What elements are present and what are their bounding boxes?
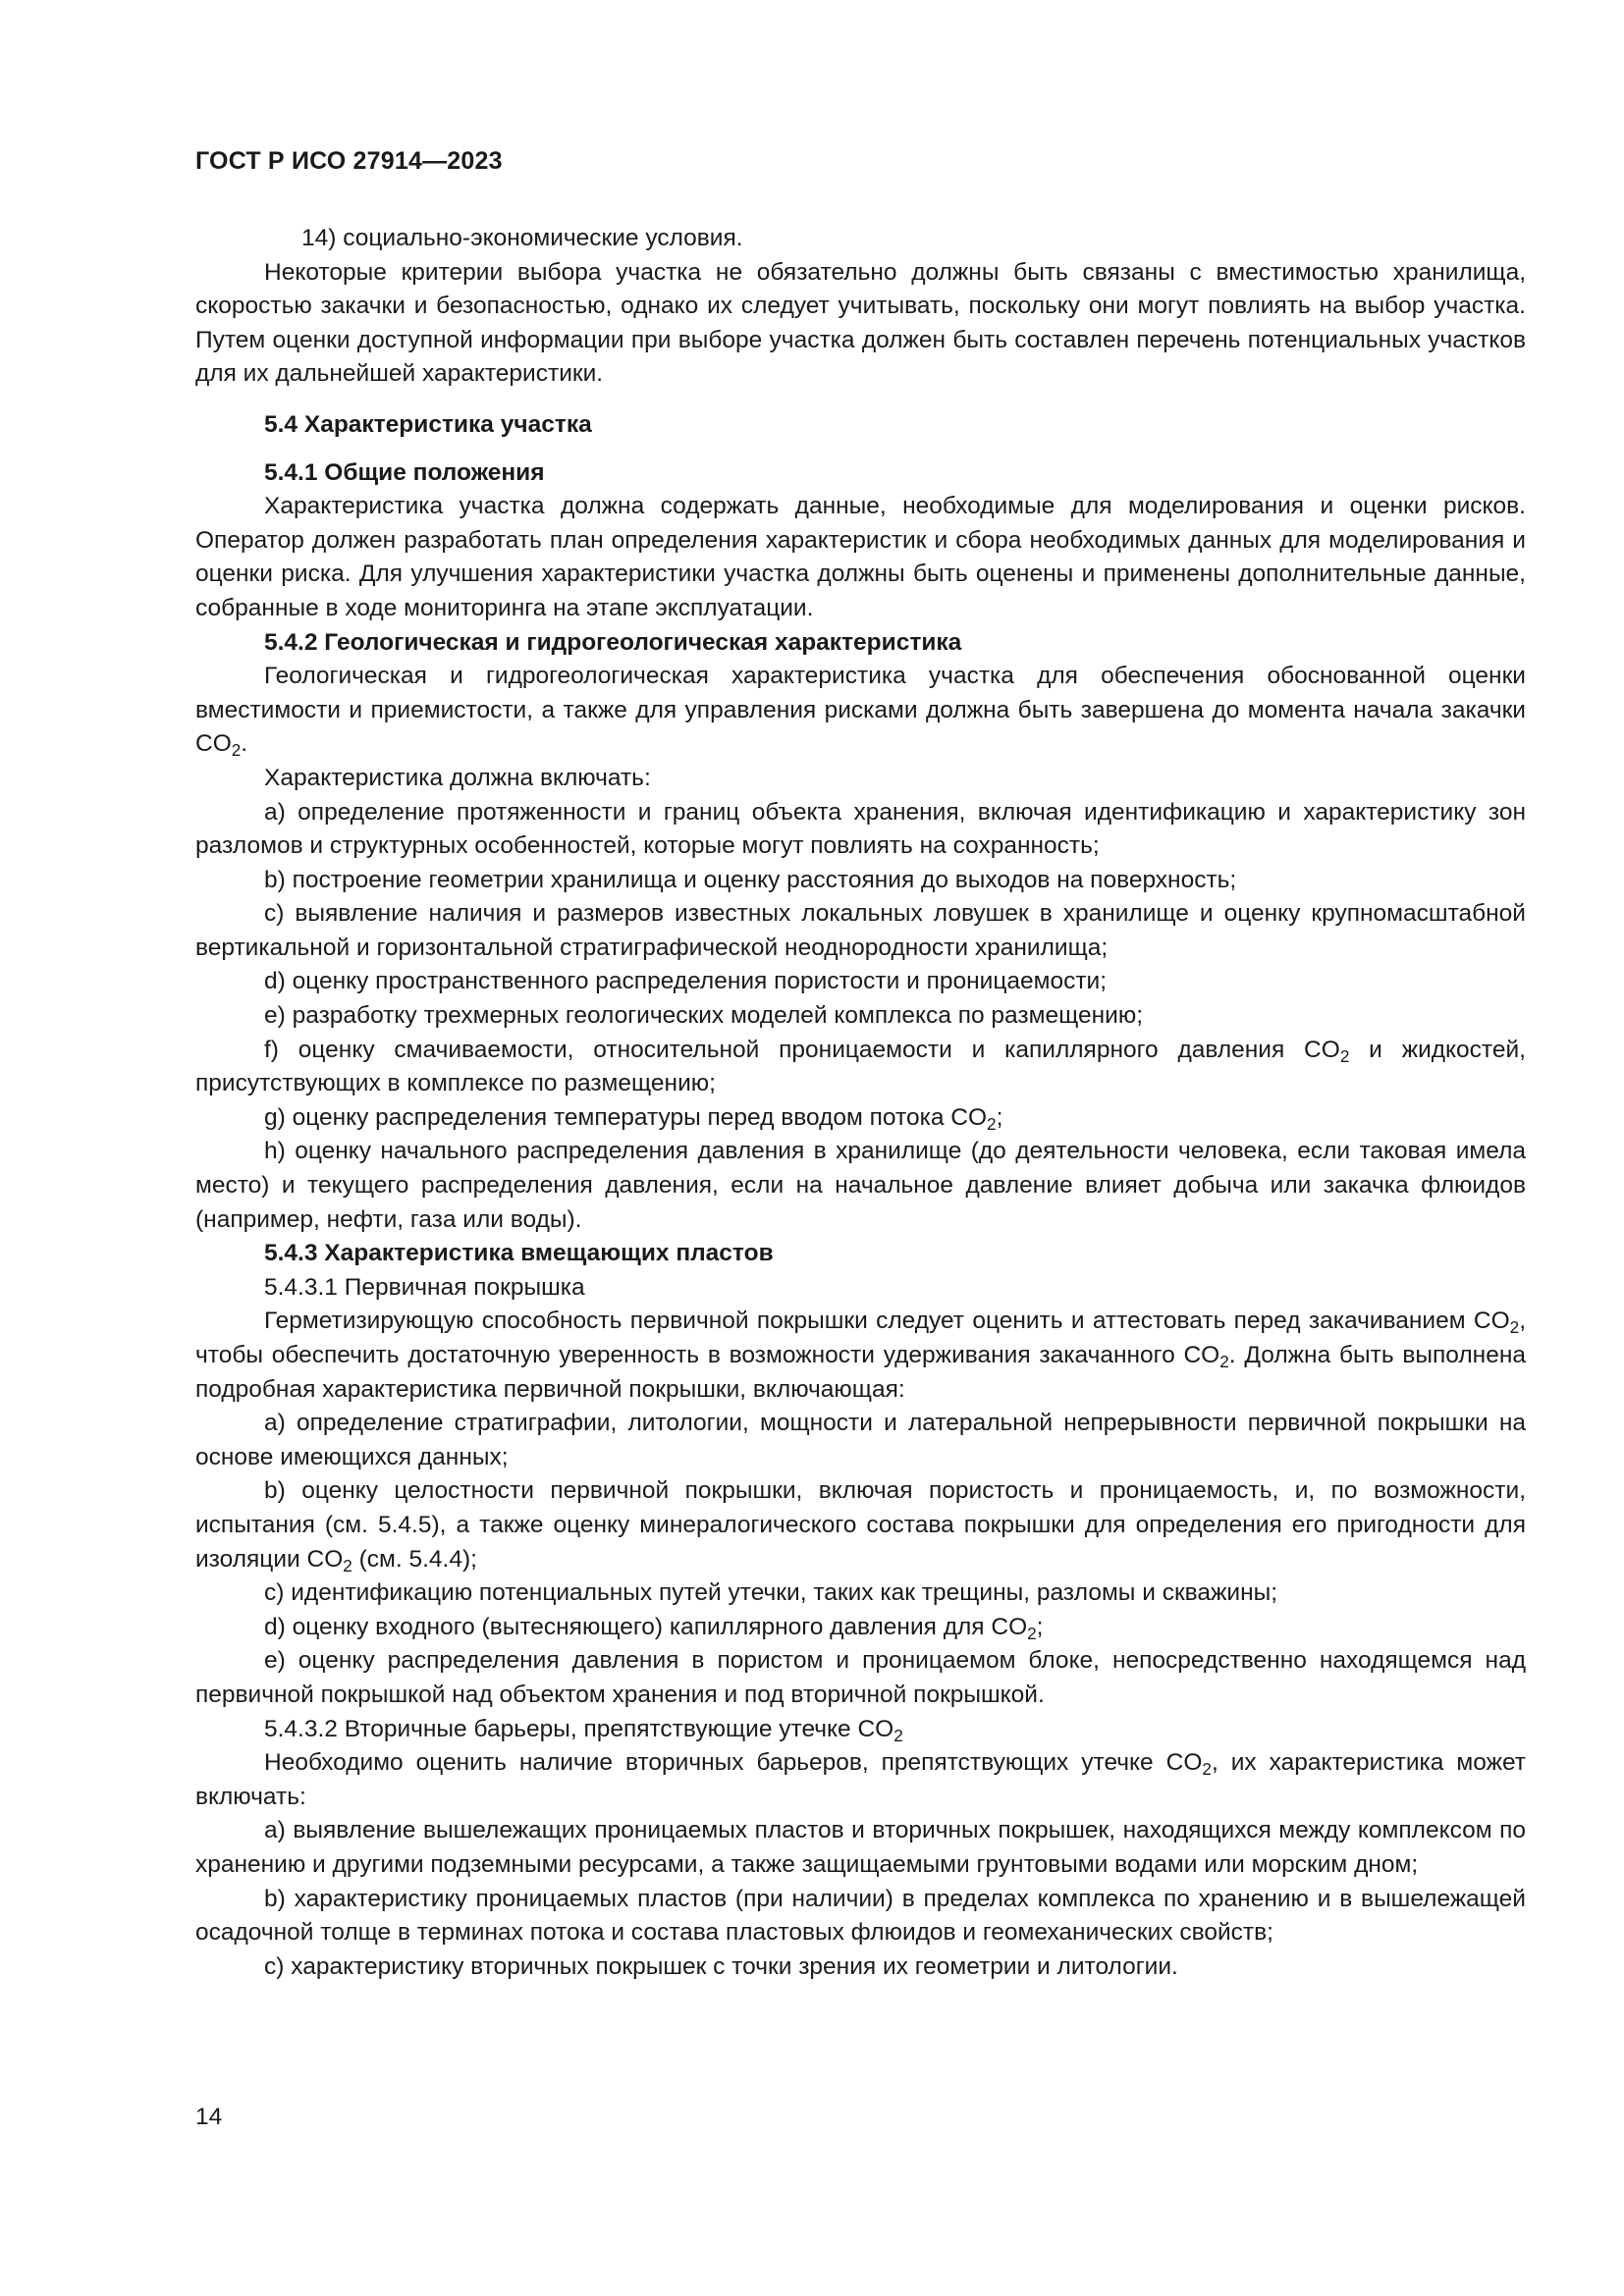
paragraph-5-4-3-1-text-b: , чтобы обеспечить достаточную уверенность в возможности удерживания закачанного CO [195,1308,1526,1368]
subscript-2: 2 [1202,1759,1212,1780]
list-item-5-4-3-1-a: a) определение стратиграфии, литологии, мощности и латеральной непрерывности первичной покрышки на основе имеющихся данных; [195,1410,1526,1470]
list-item-5-4-3-1-b [195,1474,1526,1576]
paragraph-5-4-3-1-text-a: Герметизирующую способность первичной покрышки следует оценить и аттестовать перед закачиванием CO [264,1308,1510,1335]
list-item-5-4-2-a: a) определение протяженности и границ объекта хранения, включая идентификацию и характеристику зон разломов и структурных особенностей, которые могут повлиять на сохранность; [195,798,1526,860]
list-item-5-4-3-2-c: c) характеристику вторичных покрышек с точки зрения их геометрии и литологии. [264,1952,1178,1980]
paragraph-5-4-2-text: Геологическая и гидрогеологическая характеристика участка для обеспечения обоснованной оценки вместимости и приемистости, а также для управления рисками должна быть завершена до момента начала закачки CO [195,663,1526,758]
paragraph-5-4-2 [195,660,1526,762]
subscript-2: 2 [231,740,242,761]
paragraph-5-4-1: Характеристика участка должна содержать данные, необходимые для моделирования и оценки рисков. Оператор должен разработать план определения характеристик и сбора необходимых данных для моделирования и оценки риска. Для улучшения характеристики участка должны быть оценены и применены дополнительные данные, собранные в ходе мониторинга на этапе эксплуатации. [195,493,1526,621]
list-item-5-4-3-2-b: b) характеристику проницаемых пластов (при наличии) в пределах комплекса по хранению и в вышележащей осадочной толще в терминах потока и состава пластовых флюидов и геомеханических свойств; [195,1885,1526,1947]
list-item-5-4-2-b: b) построение геометрии хранилища и оценку расстояния до выходов на поверхность; [264,866,1237,893]
document-code-header: ГОСТ Р ИСО 27914—2023 [195,147,503,175]
section-heading-5-4-1: 5.4.1 Общие положения [264,458,545,486]
subscript-2: 2 [1339,1045,1350,1066]
list-item-5-4-2-g [195,1101,1526,1136]
paragraph-5-4-2-end: . [241,730,248,758]
section-heading-5-4: 5.4 Характеристика участка [264,410,592,438]
list-item-5-4-2-f-text: f) оценку смачиваемости, относительной проницаемости и капиллярного давления CO [264,1036,1340,1063]
paragraph-5-4-3-2-end: , их характеристика может включать: [195,1749,1526,1810]
list-item-5-4-3-1-b-end: (см. 5.4.4); [352,1545,477,1573]
list-item-5-4-2-f [195,1034,1526,1101]
subscript-2: 2 [1509,1317,1520,1338]
paragraph-5-4-3-2 [195,1746,1526,1814]
paragraph-5-4-3-2-text: Необходимо оценить наличие вторичных барьеров, препятствующих утечке CO [264,1749,1203,1777]
list-item-5-4-2-h: h) оценку начального распределения давления в хранилище (до деятельности человека, если таковая имела место) и текущего распределения давления, если на начальное давление влияет добыча или закачка флюидов (например, нефти, газа или воды). [195,1138,1526,1233]
list-item-5-4-2-f-end: и жидкостей, присутствующих в комплексе по размещению; [195,1036,1526,1097]
section-heading-5-4-3-1: 5.4.3.1 Первичная покрышка [264,1273,585,1301]
list-item-5-4-3-1-d-text: d) оценку входного (вытесняющего) капиллярного давления для CO [264,1613,1028,1640]
paragraph-5-4-3-1-text-c: . Должна быть выполнена подробная характеристика первичной покрышки, включающая: [195,1342,1526,1403]
list-item-5-4-2-g-text: g) оценку распределения температуры перед вводом потока CO [264,1103,988,1131]
subscript-2: 2 [343,1555,352,1575]
section-heading-5-4-3: 5.4.3 Характеристика вмещающих пластов [264,1240,774,1267]
list-item-5-4-3-1-d [195,1611,1526,1645]
paragraph-5-4-2-intro: Характеристика должна включать: [264,764,651,791]
list-item-5-4-3-1-c: c) идентификацию потенциальных путей утечки, таких как трещины, разломы и скважины; [264,1579,1278,1607]
subscript-2: 2 [1027,1623,1037,1643]
list-item-5-4-2-e: e) разработку трехмерных геологических моделей комплекса по размещению; [264,1002,1144,1030]
list-item-5-4-2-d: d) оценку пространственного распределения пористости и проницаемости; [264,968,1108,995]
paragraph-site-criteria: Некоторые критерии выбора участка не обязательно должны быть связаны с вместимостью хранилища, скоростью закачки и безопасностью, однако их следует учитывать, поскольку они могут повлиять на выбор участка. Путем оценки доступной информации при выборе участка должен быть составлен перечень потенциальных участков для их дальнейшей характеристики. [195,258,1526,388]
subscript-2: 2 [893,1725,903,1745]
paragraph-5-4-3-1 [195,1305,1526,1407]
page-number: 14 [195,2104,223,2130]
subscript-2: 2 [1219,1352,1229,1371]
document-body [195,222,1526,1984]
section-heading-5-4-2: 5.4.2 Геологическая и гидрогеологическая характеристика [264,628,962,656]
list-item-5-4-2-c: c) выявление наличия и размеров известных локальных ловушек в хранилище и оценку крупномасштабной вертикальной и горизонтальной стратиграфической неоднородности хранилища; [195,900,1526,961]
list-item-5-4-3-1-e: e) оценку распределения давления в пористом и проницаемом блоке, непосредственно находящемся над первичной покрышкой над объектом хранения и под вторичной покрышкой. [195,1647,1526,1708]
list-item-5-4-2-g-end: ; [996,1103,1003,1131]
list-item-5-4-3-1-d-end: ; [1036,1613,1044,1640]
subscript-2: 2 [987,1113,997,1134]
list-item-14: 14) социально-экономические условия. [301,225,743,251]
list-item-5-4-3-2-a: a) выявление вышележащих проницаемых пластов и вторичных покрышек, находящихся между комплексом по хранению и другими подземными ресурсами, а также защищаемыми грунтовыми водами или морским дном; [195,1817,1526,1878]
section-heading-5-4-3-2-text: 5.4.3.2 Вторичные барьеры, препятствующие утечке CO [264,1715,894,1742]
section-heading-5-4-3-2 [195,1713,1526,1747]
list-item-5-4-3-1-b-text: b) оценку целостности первичной покрышки, включая пористость и проницаемость, и, по возможности, испытания (см. 5.4.5), а также оценку минералогического состава покрышки для определения его пригодности для изоляции CO [195,1477,1526,1573]
